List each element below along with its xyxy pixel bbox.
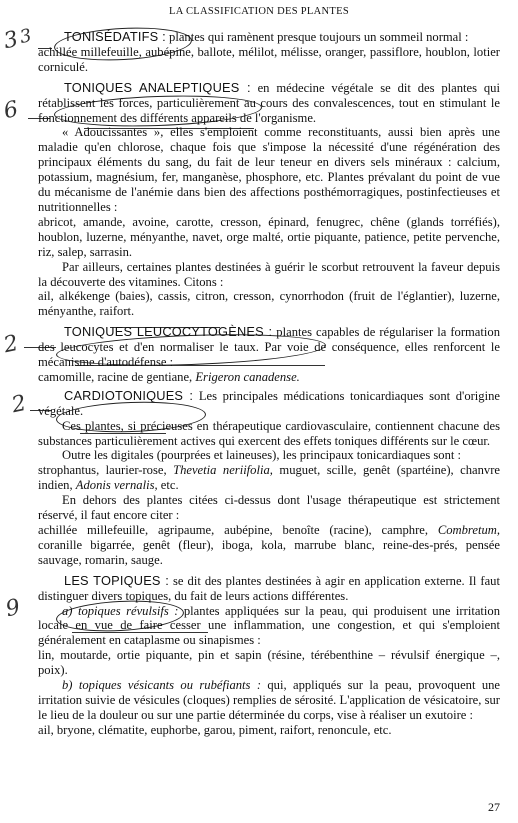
list-vesicants: ail, bryone, clématite, euphorbe, garou, piment, raifort, renoncule, etc.: [38, 722, 392, 737]
handwritten-mark-1: 3: [1, 26, 21, 55]
list-tonisedatifs: achillée millefeuille, aubépine, ballote, mélilot, mélisse, oranger, passiflore, houblon, lotier corniculé.: [38, 44, 500, 74]
list-leucocytogenes: camomille, racine de gentiane, Erigeron canadense.: [38, 369, 300, 384]
handwritten-mark-4: 2: [9, 390, 29, 419]
paragraph-usage-reserve: En dehors des plantes citées ci-dessus dont l'usage thérapeutique est strictement réservé, il faut encore citer :: [38, 493, 500, 523]
paragraph-tonisedatifs: TONISÉDATIFS : plantes qui ramènent presque toujours un sommeil normal :: [64, 29, 469, 44]
page-body: [38, 30, 500, 738]
paragraph-scorbut: Par ailleurs, certaines plantes destinées à guérir le scorbut retrouvent la faveur depuis la découverte des vitamines. Citons :: [38, 259, 500, 289]
page-number: 27: [488, 800, 500, 814]
handwritten-mark-2: 6: [1, 96, 21, 125]
paragraph-topiques: LES TOPIQUES : se dit des plantes destinées à agir en application externe. Il faut distinguer divers topiques, du fait de leurs actions différentes.: [38, 572, 500, 603]
paragraph-adoucissantes: « Adoucissantes », elles s'emploient comme reconstituants, aussi bien après une maladie qu'en chlorose, chaque fois que s'impose la nécessité d'une régénération des principaux éléments du sang, du fait de leur teneur en divers sels minéraux : calcium, potassium, magnésium, fer, manganèse, phosphore, etc. Plantes prévalant du point de vue du mécanisme de l'anémie dans bien des affections posthémorragiques, postinfectieuses et nutritionnelles :: [38, 125, 500, 214]
list-reconstituants: abricot, amande, avoine, carotte, cresson, épinard, fenugrec, chêne (glands torréfiés), houblon, luzerne, ményanthe, navet, orge malté, ortie piquante, patience, petite pervenche, riz, salep, sarrasin.: [38, 214, 500, 259]
heading-les-topiques: LES TOPIQUES :: [64, 572, 170, 588]
heading-toniques-analeptiques: TONIQUES ANALEPTIQUES :: [64, 79, 251, 95]
handwritten-mark-5: 9: [3, 594, 23, 623]
running-header: LA CLASSIFICATION DES PLANTES: [169, 6, 349, 17]
handwritten-mark-1b: 3: [17, 25, 34, 48]
paragraph-toniques: TONIQUES ANALEPTIQUES : en médecine végétale se dit des plantes qui rétablissent les forces, particulièrement au cours des convalescences, tout en stimulant le fonctionnement des différents appareils de l'organisme.: [38, 79, 500, 125]
paragraph-digitales: Outre les digitales (pourprées et laineuses), les principaux tonicardiaques sont :: [62, 448, 462, 463]
paragraph-topiques-revulsifs: a) topiques révulsifs : plantes appliquées sur la peau, qui produisent une irritation locale en vue de faire cesser une inflammation, une congestion, et qui s'emploient généralement en cataplasme ou sinapismes :: [38, 603, 500, 648]
paragraph-leucocytogenes: TONIQUES LEUCOCYTOGÈNES : plantes capables de régulariser la formation des leucocytes et d'en normaliser le taux. Par voie de conséquence, elles renforcent le mécanisme d'autodéfense :: [38, 324, 500, 370]
list-cardio-autres: achillée millefeuille, agripaume, aubépine, benoîte (racine), camphre, Combretum, coranille bigarrée, genêt (fleur), iboga, kola, marrube blanc, reine-des-prés, pensée sauvage, romarin, sauge.: [38, 523, 500, 567]
paragraph-cardiotoniques: CARDIOTONIQUES : Les principales médications tonicardiaques sont d'origine végétale.: [38, 387, 500, 418]
heading-tonisedatifs: TONISÉDATIFS :: [64, 29, 166, 44]
handwritten-mark-3: 2: [1, 330, 21, 359]
heading-cardiotoniques: CARDIOTONIQUES :: [64, 387, 194, 403]
list-revulsifs: lin, moutarde, ortie piquante, pin et sapin (résine, térébenthine – révulsif énergique –, poix).: [38, 648, 500, 678]
list-tonicardiaques: strophantus, laurier-rose, Thevetia neriifolia, muguet, scille, genêt (spartéine), chanvre indien, Adonis vernalis, etc.: [38, 463, 500, 493]
paragraph-cardio-plantes: Ces plantes, si précieuses en thérapeutique cardiovasculaire, contiennent chacune des substances particulièrement actives qui exercent des effets toniques différents sur le cœur.: [38, 418, 500, 448]
list-antiscorbutiques: ail, alkékenge (baies), cassis, citron, cresson, cynorrhodon (fruit de l'églantier), luzerne, ményanthe, raifort.: [38, 289, 500, 319]
heading-toniques-leucocytogenes: TONIQUES LEUCOCYTOGÈNES :: [64, 324, 273, 340]
paragraph-topiques-vesicants: b) topiques vésicants ou rubéfiants : qui, appliqués sur la peau, provoquent une irritation suivie de vésicules (cloques) remplies de sérosité. L'application de vésicatoire, sur le lieu de la douleur ou sur une partie déterminée du corps, vise à réaliser un exutoire :: [38, 678, 501, 722]
